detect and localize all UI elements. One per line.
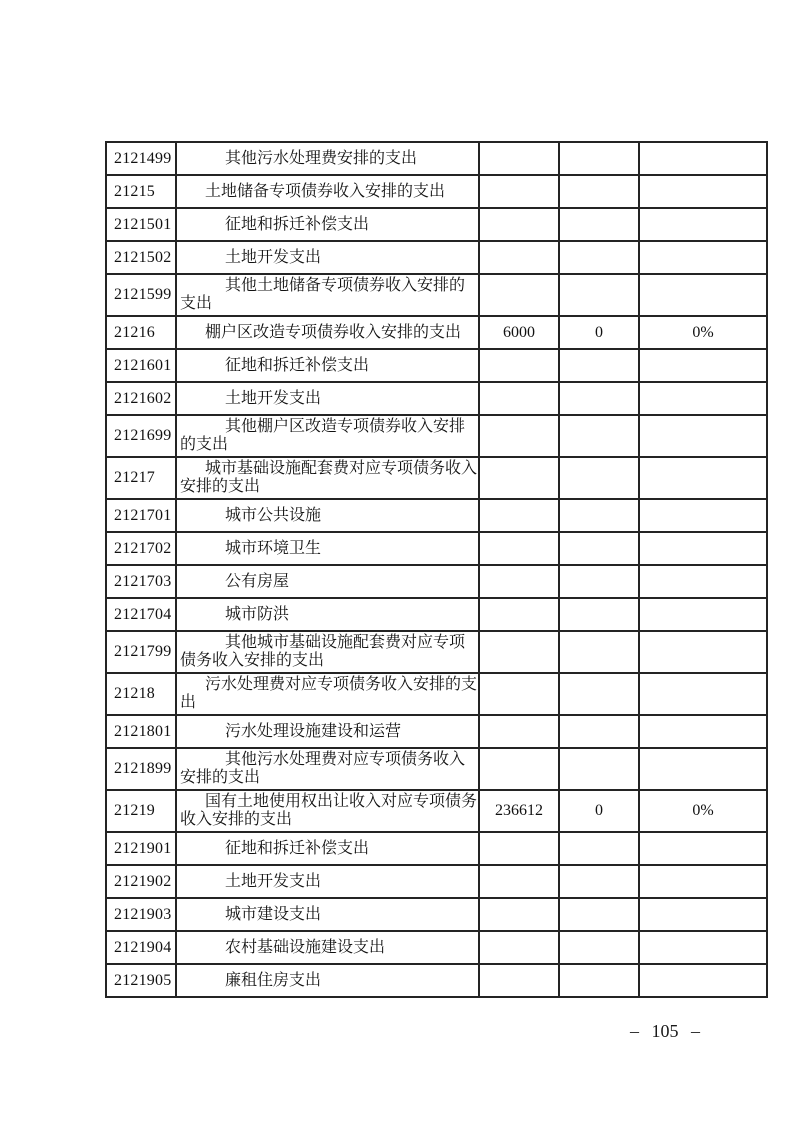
name-cell: 城市公共设施 [176, 499, 479, 532]
name-cell: 其他污水处理费安排的支出 [176, 142, 479, 175]
value2-cell [559, 832, 639, 865]
percent-cell: 0% [639, 790, 767, 832]
value1-cell [479, 898, 559, 931]
budget-table-body [106, 142, 767, 997]
table-row [106, 898, 767, 931]
value1-cell [479, 499, 559, 532]
name-cell: 征地和拆迁补偿支出 [176, 208, 479, 241]
code-cell: 2121602 [106, 382, 176, 415]
code-cell: 2121703 [106, 565, 176, 598]
name-cell: 土地开发支出 [176, 382, 479, 415]
value1-cell [479, 208, 559, 241]
table-row [106, 865, 767, 898]
value1-cell [479, 415, 559, 457]
name-cell: 土地开发支出 [176, 241, 479, 274]
percent-cell [639, 175, 767, 208]
table-row [106, 631, 767, 673]
percent-cell [639, 898, 767, 931]
value2-cell [559, 898, 639, 931]
table-row [106, 565, 767, 598]
name-cell: 城市建设支出 [176, 898, 479, 931]
value2-cell [559, 241, 639, 274]
name-cell: 污水处理设施建设和运营 [176, 715, 479, 748]
code-cell: 21217 [106, 457, 176, 499]
value2-cell [559, 598, 639, 631]
code-cell: 2121601 [106, 349, 176, 382]
percent-cell [639, 565, 767, 598]
name-cell: 廉租住房支出 [176, 964, 479, 997]
percent-cell [639, 715, 767, 748]
value1-cell [479, 673, 559, 715]
table-row [106, 382, 767, 415]
name-cell: 国有土地使用权出让收入对应专项债务收入安排的支出 [176, 790, 479, 832]
table-row [106, 964, 767, 997]
value2-cell [559, 532, 639, 565]
code-cell: 2121904 [106, 931, 176, 964]
value2-cell [559, 142, 639, 175]
value2-cell [559, 175, 639, 208]
percent-cell [639, 631, 767, 673]
value1-cell [479, 241, 559, 274]
code-cell: 2121499 [106, 142, 176, 175]
value2-cell [559, 748, 639, 790]
table-row [106, 316, 767, 349]
name-cell: 其他城市基础设施配套费对应专项债务收入安排的支出 [176, 631, 479, 673]
code-cell: 2121501 [106, 208, 176, 241]
value2-cell [559, 931, 639, 964]
table-row [106, 208, 767, 241]
percent-cell [639, 964, 767, 997]
value2-cell [559, 715, 639, 748]
percent-cell [639, 274, 767, 316]
name-cell: 其他棚户区改造专项债券收入安排的支出 [176, 415, 479, 457]
table-row [106, 715, 767, 748]
code-cell: 21219 [106, 790, 176, 832]
name-cell: 征地和拆迁补偿支出 [176, 349, 479, 382]
value1-cell: 6000 [479, 316, 559, 349]
percent-cell [639, 349, 767, 382]
code-cell: 2121704 [106, 598, 176, 631]
code-cell: 2121801 [106, 715, 176, 748]
code-cell: 2121905 [106, 964, 176, 997]
value1-cell [479, 832, 559, 865]
value1-cell [479, 349, 559, 382]
table-row [106, 274, 767, 316]
name-cell: 污水处理费对应专项债务收入安排的支出 [176, 673, 479, 715]
value2-cell [559, 631, 639, 673]
name-cell: 其他土地储备专项债券收入安排的支出 [176, 274, 479, 316]
table-row [106, 415, 767, 457]
value2-cell [559, 382, 639, 415]
percent-cell [639, 673, 767, 715]
name-cell: 城市环境卫生 [176, 532, 479, 565]
value1-cell: 236612 [479, 790, 559, 832]
percent-cell [639, 931, 767, 964]
table-row [106, 175, 767, 208]
name-cell: 城市基础设施配套费对应专项债务收入安排的支出 [176, 457, 479, 499]
code-cell: 2121902 [106, 865, 176, 898]
name-cell: 棚户区改造专项债券收入安排的支出 [176, 316, 479, 349]
table-row [106, 241, 767, 274]
value1-cell [479, 142, 559, 175]
value1-cell [479, 631, 559, 673]
value1-cell [479, 931, 559, 964]
percent-cell [639, 415, 767, 457]
value2-cell [559, 349, 639, 382]
table-row [106, 532, 767, 565]
name-cell: 城市防洪 [176, 598, 479, 631]
table-row [106, 349, 767, 382]
code-cell: 21218 [106, 673, 176, 715]
code-cell: 2121701 [106, 499, 176, 532]
value1-cell [479, 565, 559, 598]
code-cell: 2121502 [106, 241, 176, 274]
value2-cell [559, 865, 639, 898]
value2-cell [559, 673, 639, 715]
table-row [106, 142, 767, 175]
value1-cell [479, 748, 559, 790]
value2-cell: 0 [559, 316, 639, 349]
percent-cell [639, 142, 767, 175]
code-cell: 2121903 [106, 898, 176, 931]
name-cell: 公有房屋 [176, 565, 479, 598]
percent-cell [639, 598, 767, 631]
budget-table [105, 141, 768, 998]
name-cell: 农村基础设施建设支出 [176, 931, 479, 964]
code-cell: 2121699 [106, 415, 176, 457]
table-row [106, 598, 767, 631]
percent-cell [639, 382, 767, 415]
table-row [106, 931, 767, 964]
name-cell: 土地储备专项债券收入安排的支出 [176, 175, 479, 208]
name-cell: 征地和拆迁补偿支出 [176, 832, 479, 865]
name-cell: 其他污水处理费对应专项债务收入安排的支出 [176, 748, 479, 790]
percent-cell: 0% [639, 316, 767, 349]
percent-cell [639, 241, 767, 274]
value2-cell [559, 964, 639, 997]
percent-cell [639, 532, 767, 565]
code-cell: 2121901 [106, 832, 176, 865]
code-cell: 2121599 [106, 274, 176, 316]
value2-cell [559, 565, 639, 598]
value1-cell [479, 457, 559, 499]
percent-cell [639, 208, 767, 241]
value1-cell [479, 865, 559, 898]
value1-cell [479, 598, 559, 631]
value1-cell [479, 382, 559, 415]
name-cell: 土地开发支出 [176, 865, 479, 898]
value1-cell [479, 715, 559, 748]
percent-cell [639, 865, 767, 898]
percent-cell [639, 457, 767, 499]
code-cell: 2121799 [106, 631, 176, 673]
table-row [106, 790, 767, 832]
code-cell: 21216 [106, 316, 176, 349]
percent-cell [639, 499, 767, 532]
value2-cell [559, 274, 639, 316]
value2-cell [559, 208, 639, 241]
value1-cell [479, 175, 559, 208]
code-cell: 2121702 [106, 532, 176, 565]
value2-cell [559, 457, 639, 499]
value2-cell [559, 499, 639, 532]
table-row [106, 832, 767, 865]
table-row [106, 673, 767, 715]
table-row [106, 457, 767, 499]
table-row [106, 748, 767, 790]
page-number: – 105 – [630, 1021, 700, 1041]
code-cell: 2121899 [106, 748, 176, 790]
table-row [106, 499, 767, 532]
code-cell: 21215 [106, 175, 176, 208]
value1-cell [479, 964, 559, 997]
percent-cell [639, 748, 767, 790]
value2-cell: 0 [559, 790, 639, 832]
value1-cell [479, 532, 559, 565]
percent-cell [639, 832, 767, 865]
value1-cell [479, 274, 559, 316]
value2-cell [559, 415, 639, 457]
